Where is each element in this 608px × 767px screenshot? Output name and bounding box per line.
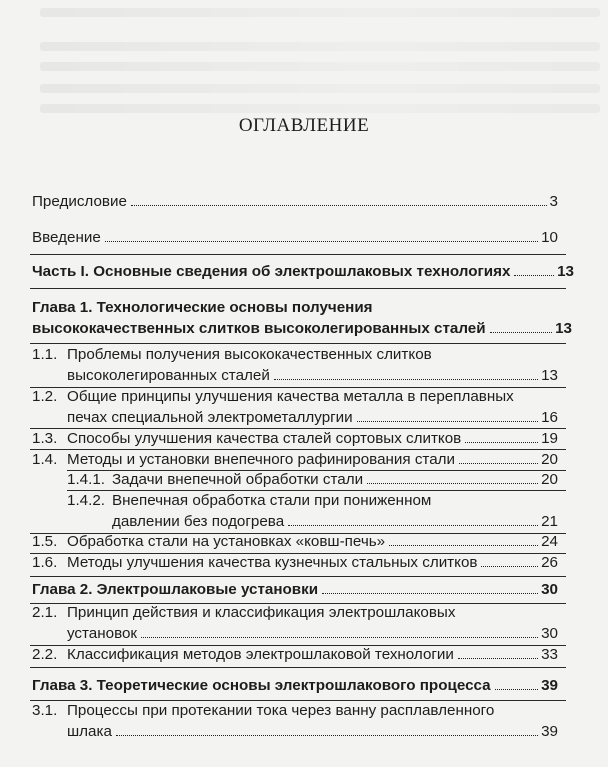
toc-entry-1-5[interactable] (67, 532, 558, 552)
page-number: 39 (541, 723, 558, 740)
page-number: 33 (541, 646, 558, 663)
page-number: 39 (541, 677, 558, 694)
toc-label: Методы улучшения качества кузнечных стальных слитков (67, 554, 478, 571)
page-number: 30 (541, 625, 558, 642)
page-number: 21 (541, 513, 558, 530)
dot-leader (141, 637, 538, 638)
toc-label: Классификация методов электрошлаковой технологии (67, 646, 454, 663)
toc-entry-2-1-line1[interactable]: Принцип действия и классификация электрошлаковых (67, 604, 456, 621)
toc-label: Способы улучшения качества сталей сортовых слитков (67, 430, 462, 447)
dot-leader (116, 735, 538, 736)
section-number: 1.4. (32, 451, 58, 468)
dot-leader (465, 442, 538, 443)
toc-entry-1-2[interactable] (67, 408, 558, 428)
dot-leader (367, 483, 538, 484)
toc-entry-chapter-1[interactable] (32, 319, 572, 339)
dot-leader (274, 379, 538, 380)
toc-entry-1-2-line1[interactable]: Общие принципы улучшения качества металла в переплавных (67, 388, 514, 405)
toc-entry-chapter-1-line1[interactable]: Глава 1. Технологические основы получения (32, 299, 373, 316)
toc-entry-1-4-2-line1[interactable]: Внепечная обработка стали при пониженном (112, 492, 432, 509)
dot-leader (131, 205, 547, 206)
page-number: 13 (557, 263, 574, 280)
section-divider (30, 254, 566, 255)
section-divider (30, 288, 566, 289)
toc-entry-2-2[interactable] (67, 645, 558, 665)
section-divider (30, 576, 566, 577)
toc-entry-part-1[interactable] (32, 262, 574, 282)
bleed-through-shadow (40, 62, 600, 71)
page-number: 24 (541, 533, 558, 550)
page-number: 26 (541, 554, 558, 571)
toc-entry-2-1[interactable] (67, 624, 558, 644)
section-divider (30, 667, 566, 668)
page-number: 20 (541, 471, 558, 488)
toc-label: Методы и установки внепечного рафинирования стали (67, 451, 456, 468)
toc-label: установок (67, 625, 138, 642)
page-title: ОГЛАВЛЕНИЕ (238, 115, 370, 136)
page-number: 16 (541, 409, 558, 426)
toc-label: Глава 2. Электрошлаковые установки (32, 581, 319, 598)
dot-leader (357, 421, 538, 422)
toc-label: печах специальной электрометаллургии (67, 409, 353, 426)
dot-leader (389, 545, 538, 546)
page-number: 30 (541, 581, 558, 598)
dot-leader (459, 463, 538, 464)
section-number: 1.4.2. (67, 492, 105, 509)
toc-entry-intro[interactable] (32, 228, 558, 248)
section-number: 3.1. (32, 702, 58, 719)
bleed-through-shadow (40, 42, 600, 51)
section-number: 1.5. (32, 533, 58, 550)
dot-leader (490, 332, 553, 333)
toc-label: высококачественных слитков высоколегированных сталей (32, 320, 486, 337)
page-number: 13 (555, 320, 572, 337)
toc-label: Задачи внепечной обработки стали (112, 471, 364, 488)
toc-entry-chapter-3[interactable] (32, 676, 558, 696)
bleed-through-shadow (40, 84, 600, 93)
page-number: 19 (541, 430, 558, 447)
dot-leader (322, 593, 538, 594)
toc-entry-chapter-2[interactable] (32, 580, 558, 600)
toc-label: Часть I. Основные сведения об электрошлаковых технологиях (32, 263, 511, 280)
dot-leader (458, 658, 538, 659)
section-number: 1.3. (32, 430, 58, 447)
page-number: 20 (541, 451, 558, 468)
toc-entry-1-4-1[interactable] (112, 470, 558, 490)
bleed-through-shadow (40, 104, 600, 113)
page-number: 10 (541, 229, 558, 246)
section-number: 1.2. (32, 388, 58, 405)
section-divider (30, 343, 566, 344)
toc-entry-1-4[interactable] (67, 450, 558, 470)
toc-label: Глава 3. Теоретические основы электрошлакового процесса (32, 677, 491, 694)
dot-leader (481, 566, 538, 567)
toc-label: шлака (67, 723, 112, 740)
bleed-through-shadow (40, 8, 600, 17)
toc-entry-3-1-line1[interactable]: Процессы при протекании тока через ванну расплавленного (67, 702, 495, 719)
toc-entry-1-1[interactable] (67, 366, 558, 386)
page-number: 3 (549, 193, 558, 210)
section-number: 2.1. (32, 604, 58, 621)
toc-entry-1-6[interactable] (67, 553, 558, 573)
toc-label: Введение (32, 229, 101, 246)
section-number: 1.1. (32, 346, 58, 363)
toc-entry-1-3[interactable] (67, 429, 558, 449)
toc-entry-3-1[interactable] (67, 722, 558, 742)
toc-label: Обработка стали на установках «ковш-печь» (67, 533, 386, 550)
toc-entry-preface[interactable] (32, 192, 558, 212)
page-number: 13 (541, 367, 558, 384)
dot-leader (514, 275, 554, 276)
toc-label: Предисловие (32, 193, 127, 210)
dot-leader (105, 241, 538, 242)
toc-label: высоколегированных сталей (67, 367, 270, 384)
toc-label: давлении без подогрева (112, 513, 285, 530)
dot-leader (288, 525, 538, 526)
section-number: 2.2. (32, 646, 58, 663)
dot-leader (495, 689, 539, 690)
section-number: 1.6. (32, 554, 58, 571)
toc-entry-1-1-line1[interactable]: Проблемы получения высококачественных слитков (67, 346, 432, 363)
toc-entry-1-4-2[interactable] (112, 512, 558, 532)
section-number: 1.4.1. (67, 471, 105, 488)
